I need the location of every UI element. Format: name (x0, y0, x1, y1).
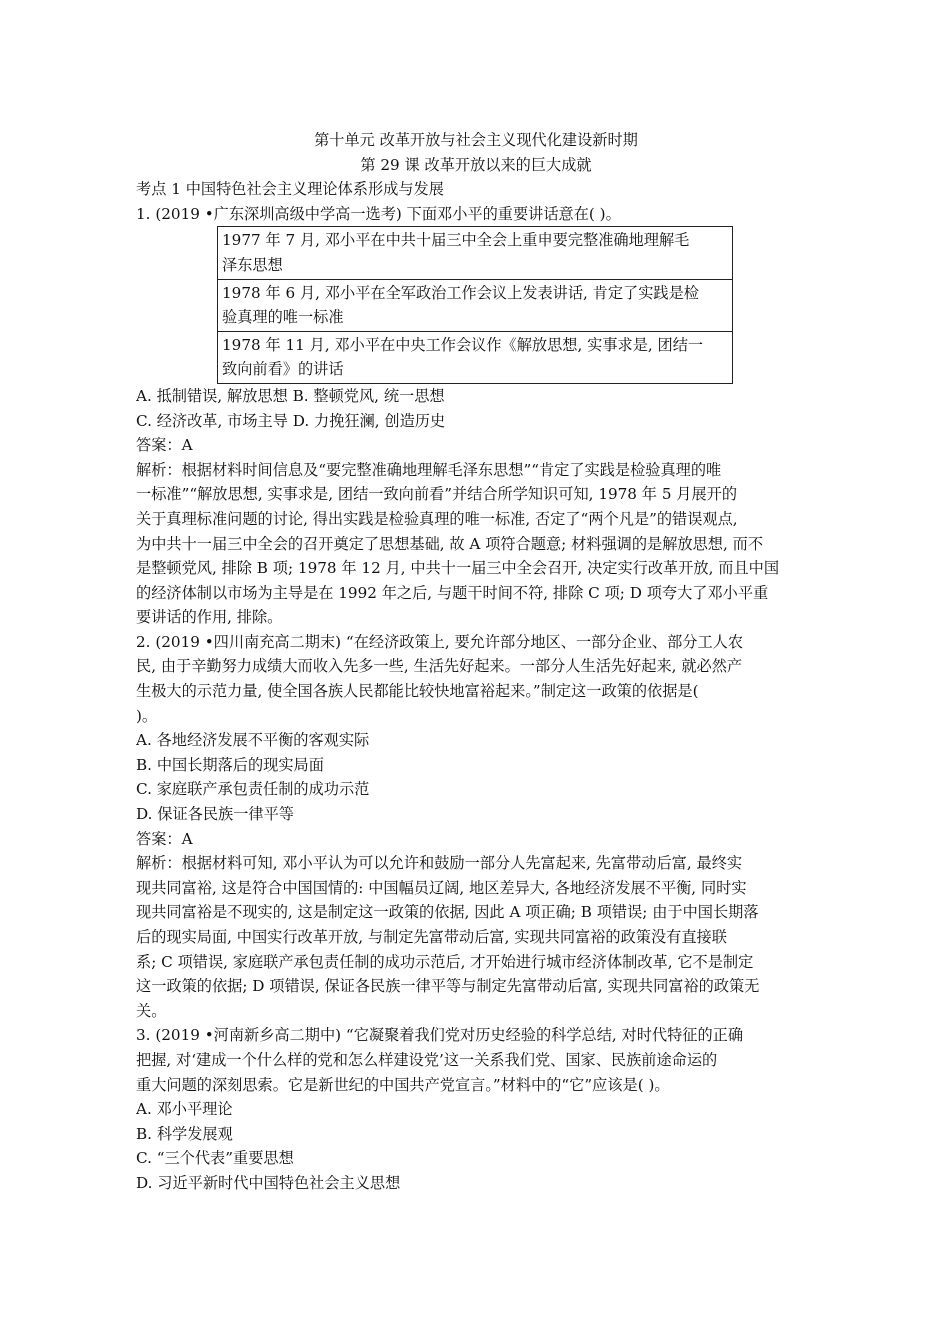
question-2-option-c: C. 家庭联产承包责任制的成功示范 (136, 780, 370, 799)
question-1-analysis (136, 458, 816, 630)
analysis-line: 现共同富裕是不现实的, 这是制定这一政策的依据, 因此 A 项正确; B 项错误; 由于中国长期落 (136, 903, 759, 922)
cell-line: 1978 年 6 月, 邓小平在全军政治工作会议上发表讲话, 肯定了实践是检 (222, 283, 699, 302)
table-cell (218, 227, 733, 279)
analysis-line: 是整顿党风, 排除 B 项; 1978 年 12 月, 中共十一届三中全会召开, 决定实行改革开放, 而且中国 (136, 559, 780, 578)
analysis-line: 关。 (136, 1001, 167, 1020)
cell-line: 1978 年 11 月, 邓小平在中央工作会议作《解放思想, 实事求是, 团结一 (222, 335, 704, 354)
question-1-material-table (217, 226, 733, 384)
analysis-line: 现共同富裕, 这是符合中国国情的: 中国幅员辽阔, 地区差异大, 各地经济发展不平衡, 同时实 (136, 878, 747, 897)
question-3-stem-line: 3. (2019 •河南新乡高二期中) “它凝聚着我们党对历史经验的科学总结, 对时代特征的正确 (136, 1026, 744, 1045)
question-1 (136, 202, 816, 630)
question-3-option-b: B. 科学发展观 (136, 1124, 233, 1143)
question-1-options-cd: C. 经济改革, 市场主导 D. 力挽狂澜, 创造历史 (136, 411, 446, 430)
question-2-stem-line: 生极大的示范力量, 使全国各族人民都能比较快地富裕起来。”制定这一政策的依据是( (136, 682, 699, 701)
table-row (218, 279, 733, 331)
analysis-line: 要讲话的作用, 排除。 (136, 608, 283, 627)
question-3-option-d: D. 习近平新时代中国特色社会主义思想 (136, 1173, 401, 1192)
analysis-line: 这一政策的依据; D 项错误, 保证各民族一律平等与制定先富带动后富, 实现共同富裕的政策无 (136, 977, 760, 996)
question-2-analysis (136, 851, 816, 1023)
analysis-line: 一标准”“解放思想, 实事求是, 团结一致向前看”并结合所学知识可知, 1978 年 5 月展开的 (136, 485, 738, 504)
question-2-answer: 答案：A (136, 829, 193, 848)
analysis-line: 解析：根据材料时间信息及“要完整准确地理解毛泽东思想”“肯定了实践是检验真理的唯 (136, 460, 722, 479)
cell-line: 验真理的唯一标准 (222, 308, 344, 327)
analysis-line: 解析：根据材料可知, 邓小平认为可以允许和鼓励一部分人先富起来, 先富带动后富, 最终实 (136, 854, 743, 873)
question-1-options-ab: A. 抵制错误, 解放思想 B. 整顿党风, 统一思想 (136, 386, 445, 405)
lesson-title: 第 29 课 改革开放以来的巨大成就 (360, 155, 592, 174)
question-2-option-a: A. 各地经济发展不平衡的客观实际 (136, 731, 370, 750)
table-cell (218, 279, 733, 331)
table-cell (218, 331, 733, 383)
cell-line: 致向前看》的讲话 (222, 360, 344, 379)
analysis-line: 的经济体制以市场为主导是在 1992 年之后, 与题干时间不符, 排除 C 项; D 项夸大了邓小平重 (136, 583, 769, 602)
question-2-option-b: B. 中国长期落后的现实局面 (136, 755, 324, 774)
table-row (218, 331, 733, 383)
analysis-line: 后的现实局面, 中国实行改革开放, 与制定先富带动后富, 实现共同富裕的政策没有直接联 (136, 928, 727, 946)
question-3-stem-line: 把握, 对‘建成一个什么样的党和怎么样建设党’这一关系我们党、国家、民族前途命运的 (136, 1050, 718, 1069)
section-heading: 考点 1 中国特色社会主义理论体系形成与发展 (136, 180, 444, 199)
analysis-line: 关于真理标准问题的讨论, 得出实践是检验真理的唯一标准, 否定了“两个凡是”的错误观点, (136, 509, 738, 528)
question-2-stem-line: 2. (2019 •四川南充高二期末) “在经济政策上, 要允许部分地区、一部分企业、部分工人农 (136, 632, 744, 651)
analysis-line: 为中共十一届三中全会的召开奠定了思想基础, 故 A 项符合题意; 材料强调的是解放思想, 而不 (136, 534, 764, 553)
question-2-stem-line: 民, 由于辛勤努力成绩大而收入先多一些, 生活先好起来。一部分人生活先好起来, 就必然产 (136, 657, 743, 676)
question-1-stem: 1. (2019 •广东深圳高级中学高一选考) 下面邓小平的重要讲话意在( )。 (136, 204, 621, 223)
unit-title: 第十单元 改革开放与社会主义现代化建设新时期 (314, 131, 638, 149)
question-2-option-d: D. 保证各民族一律平等 (136, 805, 294, 824)
cell-line: 1977 年 7 月, 邓小平在中共十届三中全会上重申要完整准确地理解毛 (222, 231, 690, 250)
question-3-option-a: A. 邓小平理论 (136, 1100, 233, 1119)
question-2-stem-line: )。 (136, 706, 158, 725)
analysis-line: 系; C 项错误, 家庭联产承包责任制的成功示范后, 才开始进行城市经济体制改革, 它不是制定 (136, 952, 754, 971)
question-3-stem-line: 重大问题的深刻思索。它是新世纪的中国共产党宣言。”材料中的“它”应该是( )。 (136, 1075, 670, 1094)
question-3 (136, 1023, 816, 1195)
question-3-option-c: C. “三个代表”重要思想 (136, 1149, 294, 1168)
question-2 (136, 630, 816, 1024)
cell-line: 泽东思想 (222, 255, 283, 274)
document-body (136, 128, 816, 1196)
table-row (218, 227, 733, 279)
question-1-answer: 答案：A (136, 436, 193, 455)
